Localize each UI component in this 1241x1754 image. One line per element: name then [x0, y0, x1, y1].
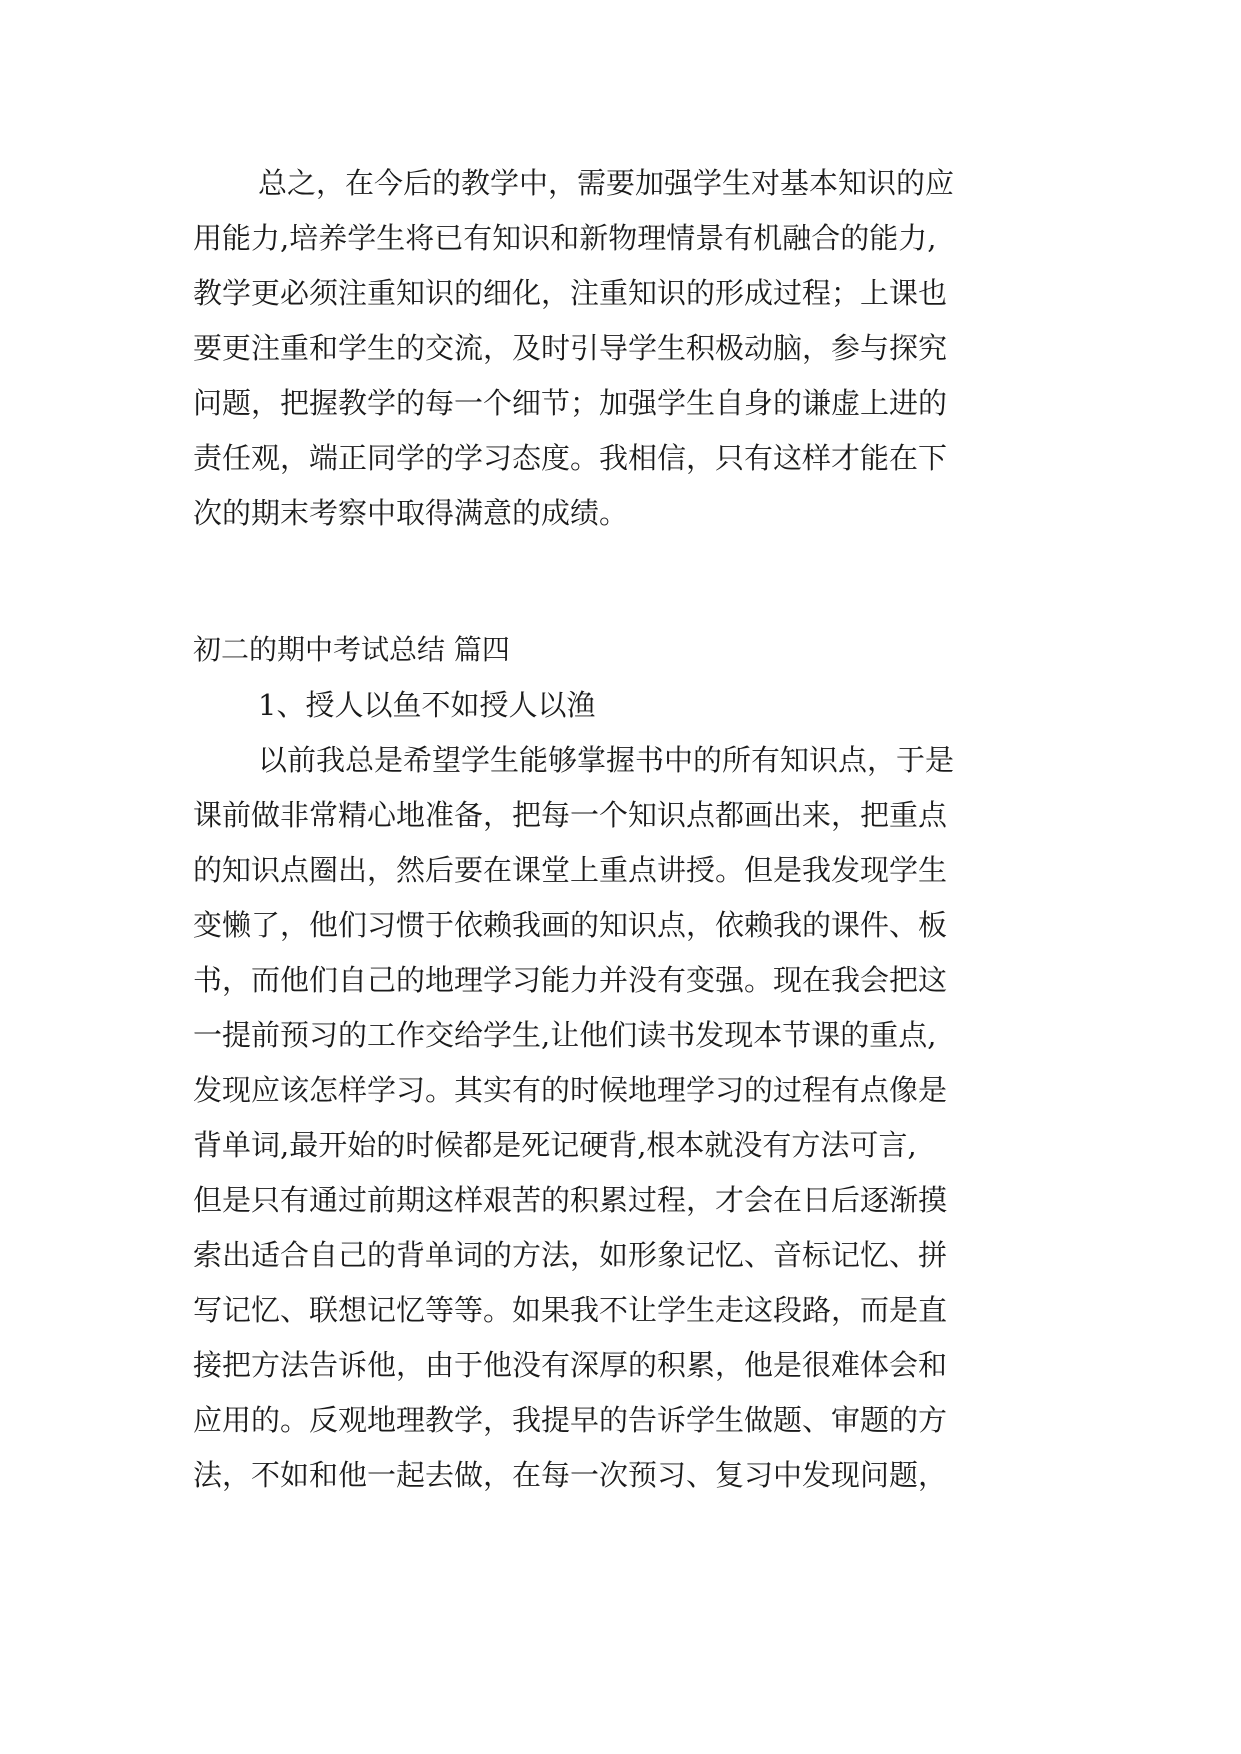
paragraph-line: 一提前预习的工作交给学生,让他们读书发现本节课的重点,: [193, 1018, 937, 1052]
paragraph-line: 接把方法告诉他，由于他没有深厚的积累，他是很难体会和: [193, 1348, 948, 1382]
paragraph-line: 要更注重和学生的交流，及时引导学生积极动脑，参与探究: [193, 331, 948, 365]
section-title: 初二的期中考试总结 篇四: [193, 633, 510, 666]
paragraph-line: 问题，把握教学的每一个细节；加强学生自身的谦虚上进的: [193, 386, 948, 420]
subheading: 1、授人以鱼不如授人以渔: [258, 688, 596, 722]
paragraph-line: 应用的。反观地理教学，我提早的告诉学生做题、审题的方: [193, 1403, 948, 1437]
paragraph-line: 写记忆、联想记忆等等。如果我不让学生走这段路，而是直: [193, 1293, 948, 1327]
paragraph-line: 但是只有通过前期这样艰苦的积累过程，才会在日后逐渐摸: [193, 1183, 948, 1217]
paragraph-line: 课前做非常精心地准备，把每一个知识点都画出来，把重点: [193, 798, 948, 832]
paragraph-line: 教学更必须注重知识的细化，注重知识的形成过程；上课也: [193, 276, 948, 310]
paragraph-line: 书，而他们自己的地理学习能力并没有变强。现在我会把这: [193, 963, 948, 997]
paragraph-line: 总之，在今后的教学中，需要加强学生对基本知识的应: [258, 166, 955, 200]
paragraph-line: 发现应该怎样学习。其实有的时候地理学习的过程有点像是: [193, 1073, 948, 1107]
paragraph-line: 以前我总是希望学生能够掌握书中的所有知识点，于是: [258, 743, 955, 777]
paragraph-line: 的知识点圈出，然后要在课堂上重点讲授。但是我发现学生: [193, 853, 948, 887]
paragraph-line: 索出适合自己的背单词的方法，如形象记忆、音标记忆、拼: [193, 1238, 948, 1272]
paragraph-line: 用能力,培养学生将已有知识和新物理情景有机融合的能力,: [193, 221, 937, 255]
paragraph-line: 责任观，端正同学的学习态度。我相信，只有这样才能在下: [193, 441, 948, 475]
paragraph-line: 次的期末考察中取得满意的成绩。: [193, 496, 629, 530]
paragraph-line: 法，不如和他一起去做，在每一次预习、复习中发现问题，: [193, 1458, 948, 1492]
paragraph-line: 背单词,最开始的时候都是死记硬背,根本就没有方法可言,: [193, 1128, 917, 1162]
paragraph-line: 变懒了，他们习惯于依赖我画的知识点，依赖我的课件、板: [193, 908, 948, 942]
